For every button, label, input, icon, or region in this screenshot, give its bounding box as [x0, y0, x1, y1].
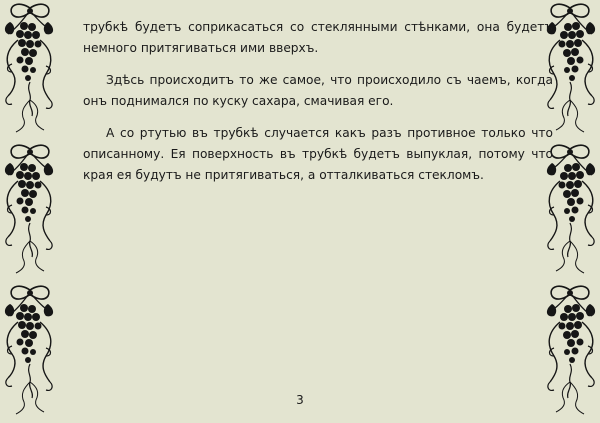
- paragraph-2: Здѣсь происходитъ то же самое, что происходило съ чаемъ, когда онъ поднимался по куску сахара, смачивая его.: [83, 73, 553, 108]
- paragraph-3: А со ртутью въ трубкѣ случается какъ разъ противное только что описанному. Ея поверхность въ трубкѣ будетъ выпуклая, потому что края ея будутъ не притягиваться, а отталкиваться стекломъ.: [83, 126, 553, 182]
- floral-garland-icon: [0, 0, 60, 423]
- left-border-ornament: [0, 0, 60, 423]
- paragraph-1: трубкѣ будетъ соприкасаться со стеклянными стѣнками, она будетъ немного притягиваться ими вверхъ.: [83, 20, 553, 55]
- body-text: [83, 17, 553, 197]
- page-number: 3: [296, 393, 304, 407]
